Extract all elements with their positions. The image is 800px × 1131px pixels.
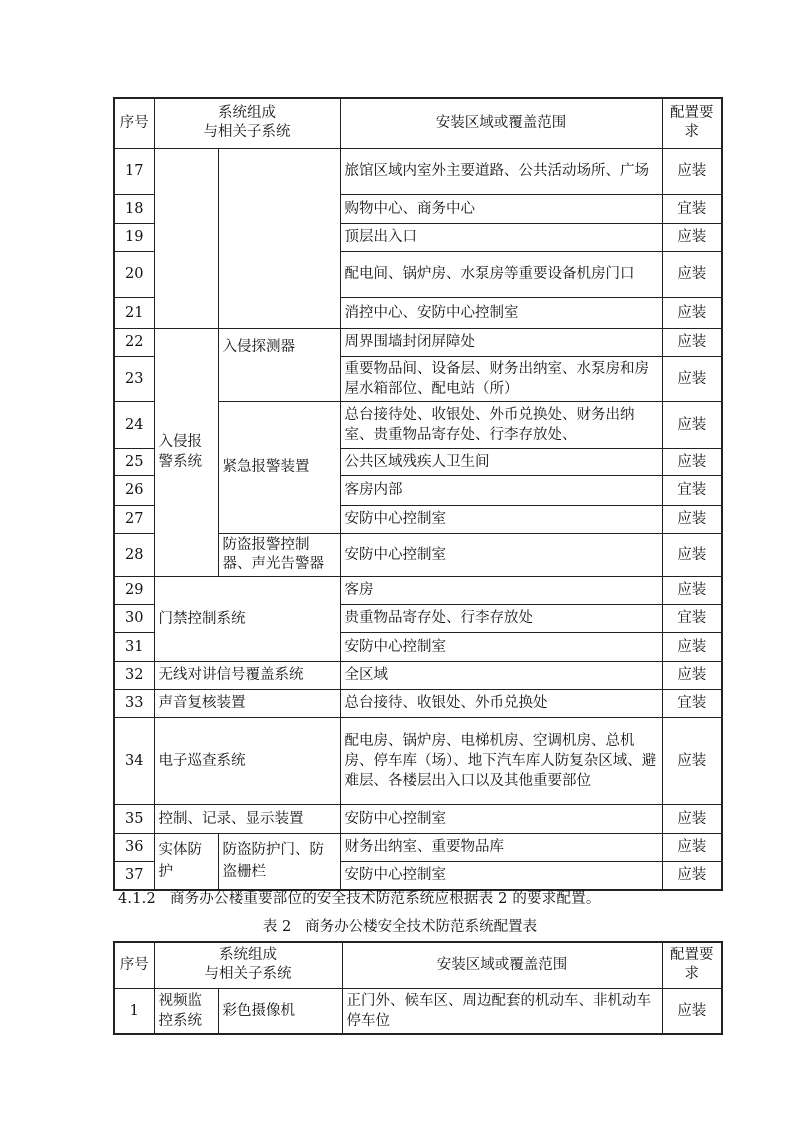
row-area: 消控中心、安防中心控制室 (340, 297, 662, 328)
row-area: 配电房、锅炉房、电梯机房、空调机房、总机房、停车库（场）、地下汽车库人防复杂区域、避难层、各楼层出入口以及其他重要部位 (340, 717, 662, 804)
row-no: 31 (114, 632, 154, 661)
row-area: 重要物品间、设备层、财务出纳室、水泵房和房屋水箱部位、配电站（所） (340, 356, 662, 401)
subgroup-burglar-door: 防盗防护门、防盗栅栏 (218, 833, 340, 890)
row-req: 宜装 (662, 475, 722, 505)
header-req: 配置要求 (662, 98, 722, 148)
row-req: 应装 (662, 328, 722, 356)
row-area: 总台接待处、收银处、外币兑换处、财务出纳室、贵重物品寄存处、行李存放处、 (340, 401, 662, 448)
row-area: 客房内部 (340, 475, 662, 505)
row-no: 37 (114, 861, 154, 890)
row-no: 24 (114, 401, 154, 448)
row-req: 应装 (662, 505, 722, 533)
caption-label: 表 2 (262, 919, 292, 935)
group-radio-intercom: 无线对讲信号覆盖系统 (154, 661, 340, 689)
group-patrol: 电子巡查系统 (154, 717, 340, 804)
row-req: 应装 (662, 448, 722, 475)
header-system: 系统组成 与相关子系统 (154, 98, 340, 148)
row-area: 正门外、候车区、周边配套的机动车、非机动车停车位 (342, 988, 662, 1034)
row-req: 应装 (662, 356, 722, 401)
group-cell-empty (154, 148, 218, 328)
table-row (114, 328, 722, 356)
subgroup-camera: 彩色摄像机 (218, 988, 342, 1034)
config-table-1 (113, 97, 723, 891)
row-area: 配电间、锅炉房、水泵房等重要设备机房门口 (340, 251, 662, 297)
row-area: 安防中心控制室 (340, 632, 662, 661)
row-no: 1 (114, 988, 154, 1034)
group-physical: 实体防护 (154, 833, 218, 890)
table-row (114, 988, 722, 1034)
row-req: 宜装 (662, 604, 722, 632)
row-no: 23 (114, 356, 154, 401)
subgroup-alarm-controller: 防盗报警控制器、声光告警器 (218, 533, 340, 576)
row-no: 21 (114, 297, 154, 328)
table-caption (0, 915, 800, 936)
row-area: 安防中心控制室 (340, 804, 662, 833)
row-no: 34 (114, 717, 154, 804)
row-req: 应装 (662, 988, 722, 1034)
subgroup-emergency-alarm: 紧急报警装置 (218, 401, 340, 533)
row-no: 29 (114, 576, 154, 604)
table-row (114, 689, 722, 717)
row-no: 33 (114, 689, 154, 717)
row-area: 财务出纳室、重要物品库 (340, 833, 662, 861)
row-area: 安防中心控制室 (340, 505, 662, 533)
table-row (114, 717, 722, 804)
row-req: 应装 (662, 533, 722, 576)
row-req: 宜装 (662, 194, 722, 223)
row-req: 应装 (662, 251, 722, 297)
row-area: 购物中心、商务中心 (340, 194, 662, 223)
row-area: 旅馆区域内室外主要道路、公共活动场所、广场 (340, 148, 662, 194)
table-row (114, 661, 722, 689)
row-req: 应装 (662, 861, 722, 890)
subgroup-cell-empty (218, 148, 340, 328)
row-no: 26 (114, 475, 154, 505)
group-control-display: 控制、记录、显示装置 (154, 804, 340, 833)
paragraph-4-1-2 (118, 887, 601, 908)
row-area: 贵重物品寄存处、行李存放处 (340, 604, 662, 632)
row-no: 30 (114, 604, 154, 632)
row-no: 17 (114, 148, 154, 194)
row-req: 应装 (662, 804, 722, 833)
group-sound-review: 声音复核装置 (154, 689, 340, 717)
row-no: 18 (114, 194, 154, 223)
row-req: 应装 (662, 632, 722, 661)
row-no: 32 (114, 661, 154, 689)
header-system: 系统组成 与相关子系统 (154, 942, 342, 988)
table-row (114, 833, 722, 861)
row-req: 应装 (662, 833, 722, 861)
row-no: 22 (114, 328, 154, 356)
table-header (114, 942, 722, 988)
header-seq: 序号 (114, 942, 154, 988)
row-area: 顶层出入口 (340, 223, 662, 251)
group-access-control: 门禁控制系统 (154, 576, 340, 661)
row-req: 应装 (662, 717, 722, 804)
row-area: 公共区域残疾人卫生间 (340, 448, 662, 475)
group-video: 视频监控系统 (154, 988, 218, 1034)
header-area: 安装区域或覆盖范围 (342, 942, 662, 988)
row-area: 总台接待、收银处、外币兑换处 (340, 689, 662, 717)
header-seq: 序号 (114, 98, 154, 148)
row-area: 全区域 (340, 661, 662, 689)
row-area: 周界围墙封闭屏障处 (340, 328, 662, 356)
row-req: 应装 (662, 297, 722, 328)
row-area: 安防中心控制室 (340, 861, 662, 890)
subgroup-intrusion-detector: 入侵探测器 (218, 328, 340, 401)
row-req: 宜装 (662, 689, 722, 717)
row-no: 28 (114, 533, 154, 576)
row-no: 19 (114, 223, 154, 251)
table-row (114, 804, 722, 833)
config-table-2 (113, 941, 723, 1035)
row-req: 应装 (662, 223, 722, 251)
row-no: 20 (114, 251, 154, 297)
row-no: 25 (114, 448, 154, 475)
table-header (114, 98, 722, 148)
row-req: 应装 (662, 661, 722, 689)
paragraph-text: 商务办公楼重要部位的安全技术防范系统应根据表 2 的要求配置。 (169, 891, 601, 907)
group-intrusion: 入侵报警系统 (154, 328, 218, 576)
table-row (114, 576, 722, 604)
row-area: 安防中心控制室 (340, 533, 662, 576)
row-no: 27 (114, 505, 154, 533)
header-area: 安装区域或覆盖范围 (340, 98, 662, 148)
caption-title: 商务办公楼安全技术防范系统配置表 (305, 919, 538, 935)
table-row (114, 148, 722, 194)
paragraph-number: 4.1.2 (118, 891, 156, 907)
row-area: 客房 (340, 576, 662, 604)
row-no: 36 (114, 833, 154, 861)
header-req: 配置要求 (662, 942, 722, 988)
row-req: 应装 (662, 576, 722, 604)
row-req: 应装 (662, 401, 722, 448)
row-no: 35 (114, 804, 154, 833)
row-req: 应装 (662, 148, 722, 194)
